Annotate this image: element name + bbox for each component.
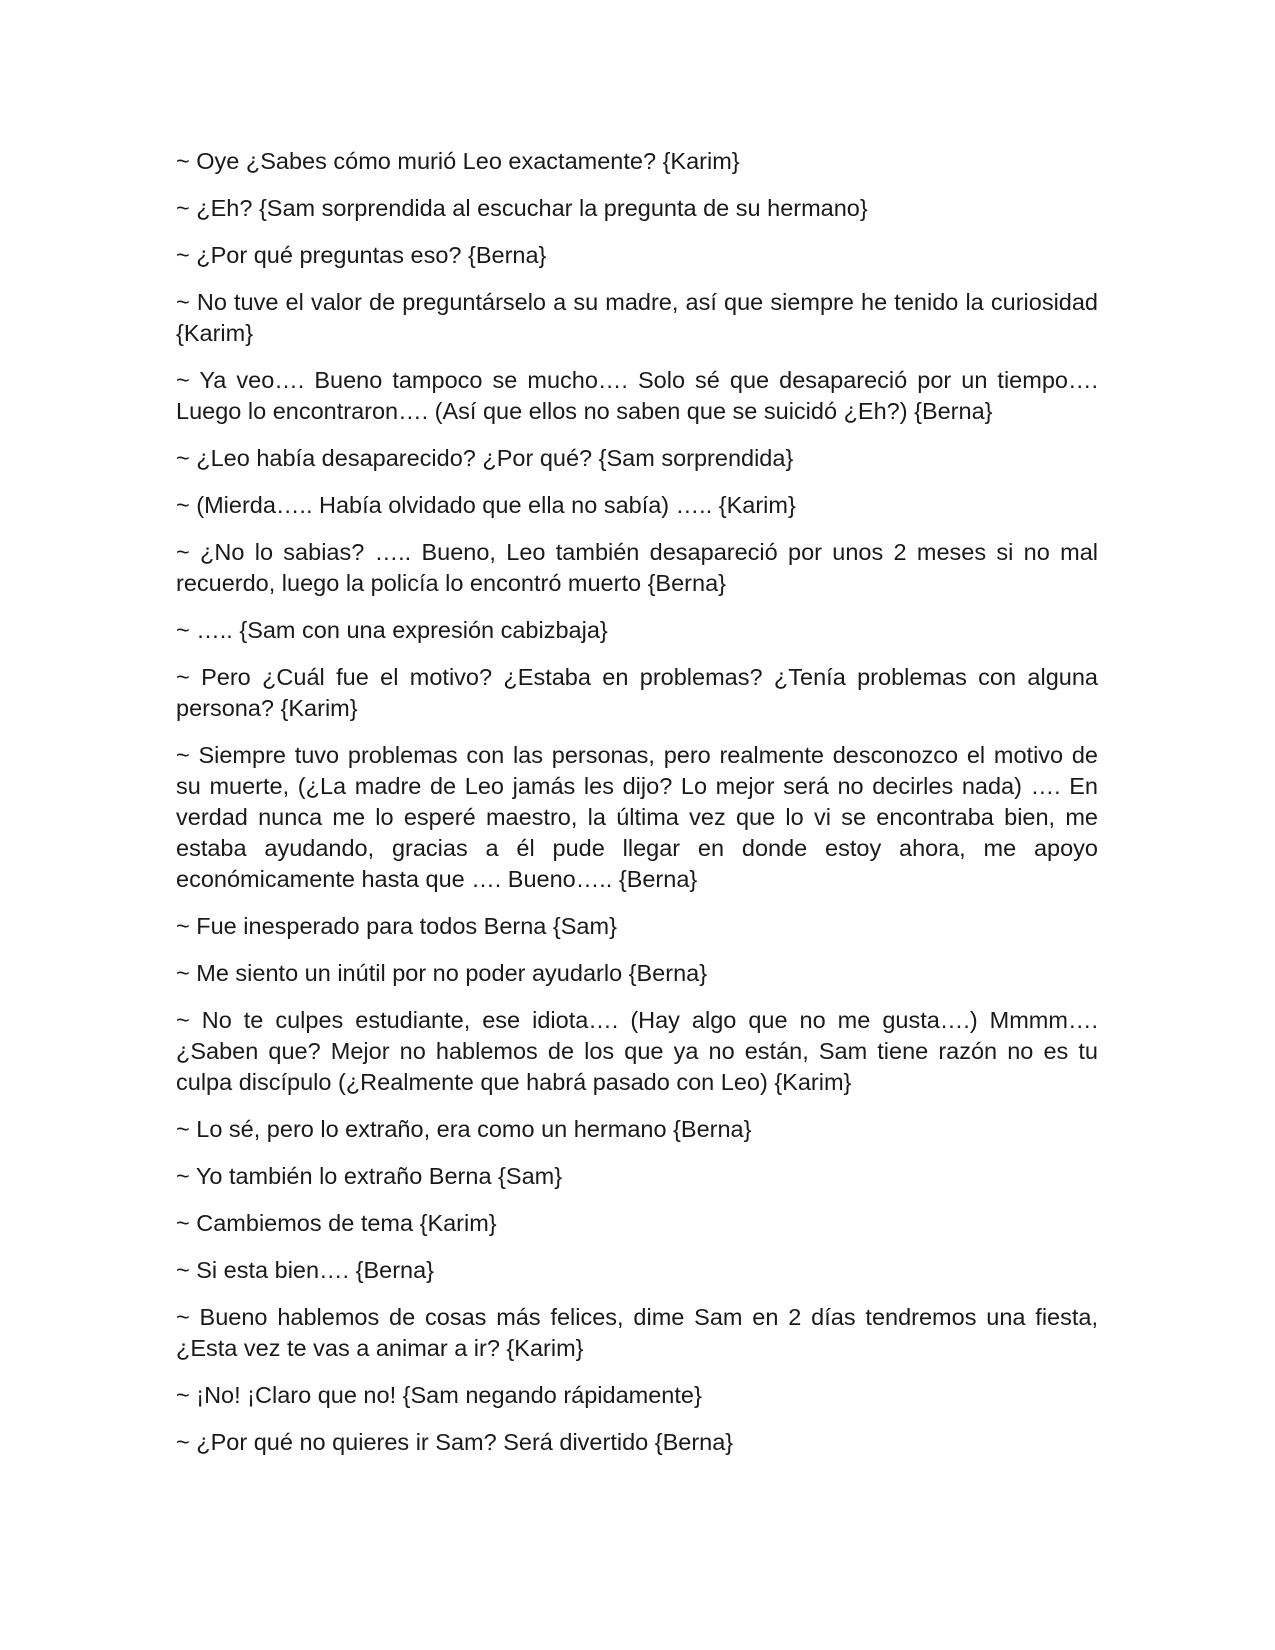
dialogue-line: ~ Siempre tuvo problemas con las personas, pero realmente desconozco el motivo de su muerte, (¿La madre de Leo jamás les dijo? Lo mejor será no decirles nada) …. En verdad nunca me lo esperé maestro, la última vez que lo vi se encontraba bien, me estaba ayudando, gracias a él pude llegar en donde estoy ahora, me apoyo económicamente hasta que …. Bueno….. {Berna}: [176, 742, 1098, 892]
dialogue-line: ~ ¿Leo había desaparecido? ¿Por qué? {Sam sorprendida}: [176, 445, 794, 471]
dialogue-line: ~ ¿No lo sabias? ….. Bueno, Leo también desapareció por unos 2 meses si no mal recuerdo, luego la policía lo encontró muerto {Berna}: [176, 539, 1098, 596]
dialogue-line: ~ ….. {Sam con una expresión cabizbaja}: [176, 617, 608, 643]
dialogue-line: ~ ¡No! ¡Claro que no! {Sam negando rápidamente}: [176, 1382, 702, 1408]
dialogue-line: ~ Si esta bien…. {Berna}: [176, 1257, 435, 1283]
dialogue-line: ~ Lo sé, pero lo extraño, era como un hermano {Berna}: [176, 1116, 752, 1142]
document-page: [176, 146, 1098, 1474]
dialogue-line: ~ No te culpes estudiante, ese idiota…. (Hay algo que no me gusta….) Mmmm…. ¿Saben que? Mejor no hablemos de los que ya no están, Sam tiene razón no es tu culpa discípulo (¿Realmente que habrá pasado con Leo) {Karim}: [176, 1007, 1098, 1095]
dialogue-line: ~ Bueno hablemos de cosas más felices, dime Sam en 2 días tendremos una fiesta, ¿Esta vez te vas a animar a ir? {Karim}: [176, 1304, 1098, 1361]
dialogue-line: ~ Fue inesperado para todos Berna {Sam}: [176, 913, 617, 939]
dialogue-line: ~ ¿Por qué preguntas eso? {Berna}: [176, 242, 547, 268]
dialogue-line: ~ Cambiemos de tema {Karim}: [176, 1210, 497, 1236]
dialogue-line: ~ Pero ¿Cuál fue el motivo? ¿Estaba en problemas? ¿Tenía problemas con alguna persona? {Karim}: [176, 664, 1098, 721]
dialogue-line: ~ ¿Por qué no quieres ir Sam? Será divertido {Berna}: [176, 1429, 734, 1455]
dialogue-line: ~ (Mierda….. Había olvidado que ella no sabía) ….. {Karim}: [176, 492, 796, 518]
dialogue-line: ~ Ya veo…. Bueno tampoco se mucho…. Solo sé que desapareció por un tiempo…. Luego lo encontraron…. (Así que ellos no saben que se suicidó ¿Eh?) {Berna}: [176, 367, 1098, 424]
dialogue-line: ~ Oye ¿Sabes cómo murió Leo exactamente? {Karim}: [176, 148, 740, 174]
dialogue-line: ~ Yo también lo extraño Berna {Sam}: [176, 1163, 563, 1189]
dialogue-line: ~ Me siento un inútil por no poder ayudarlo {Berna}: [176, 960, 708, 986]
dialogue-line: ~ ¿Eh? {Sam sorprendida al escuchar la pregunta de su hermano}: [176, 195, 868, 221]
dialogue-line: ~ No tuve el valor de preguntárselo a su madre, así que siempre he tenido la curiosidad {Karim}: [176, 289, 1098, 346]
